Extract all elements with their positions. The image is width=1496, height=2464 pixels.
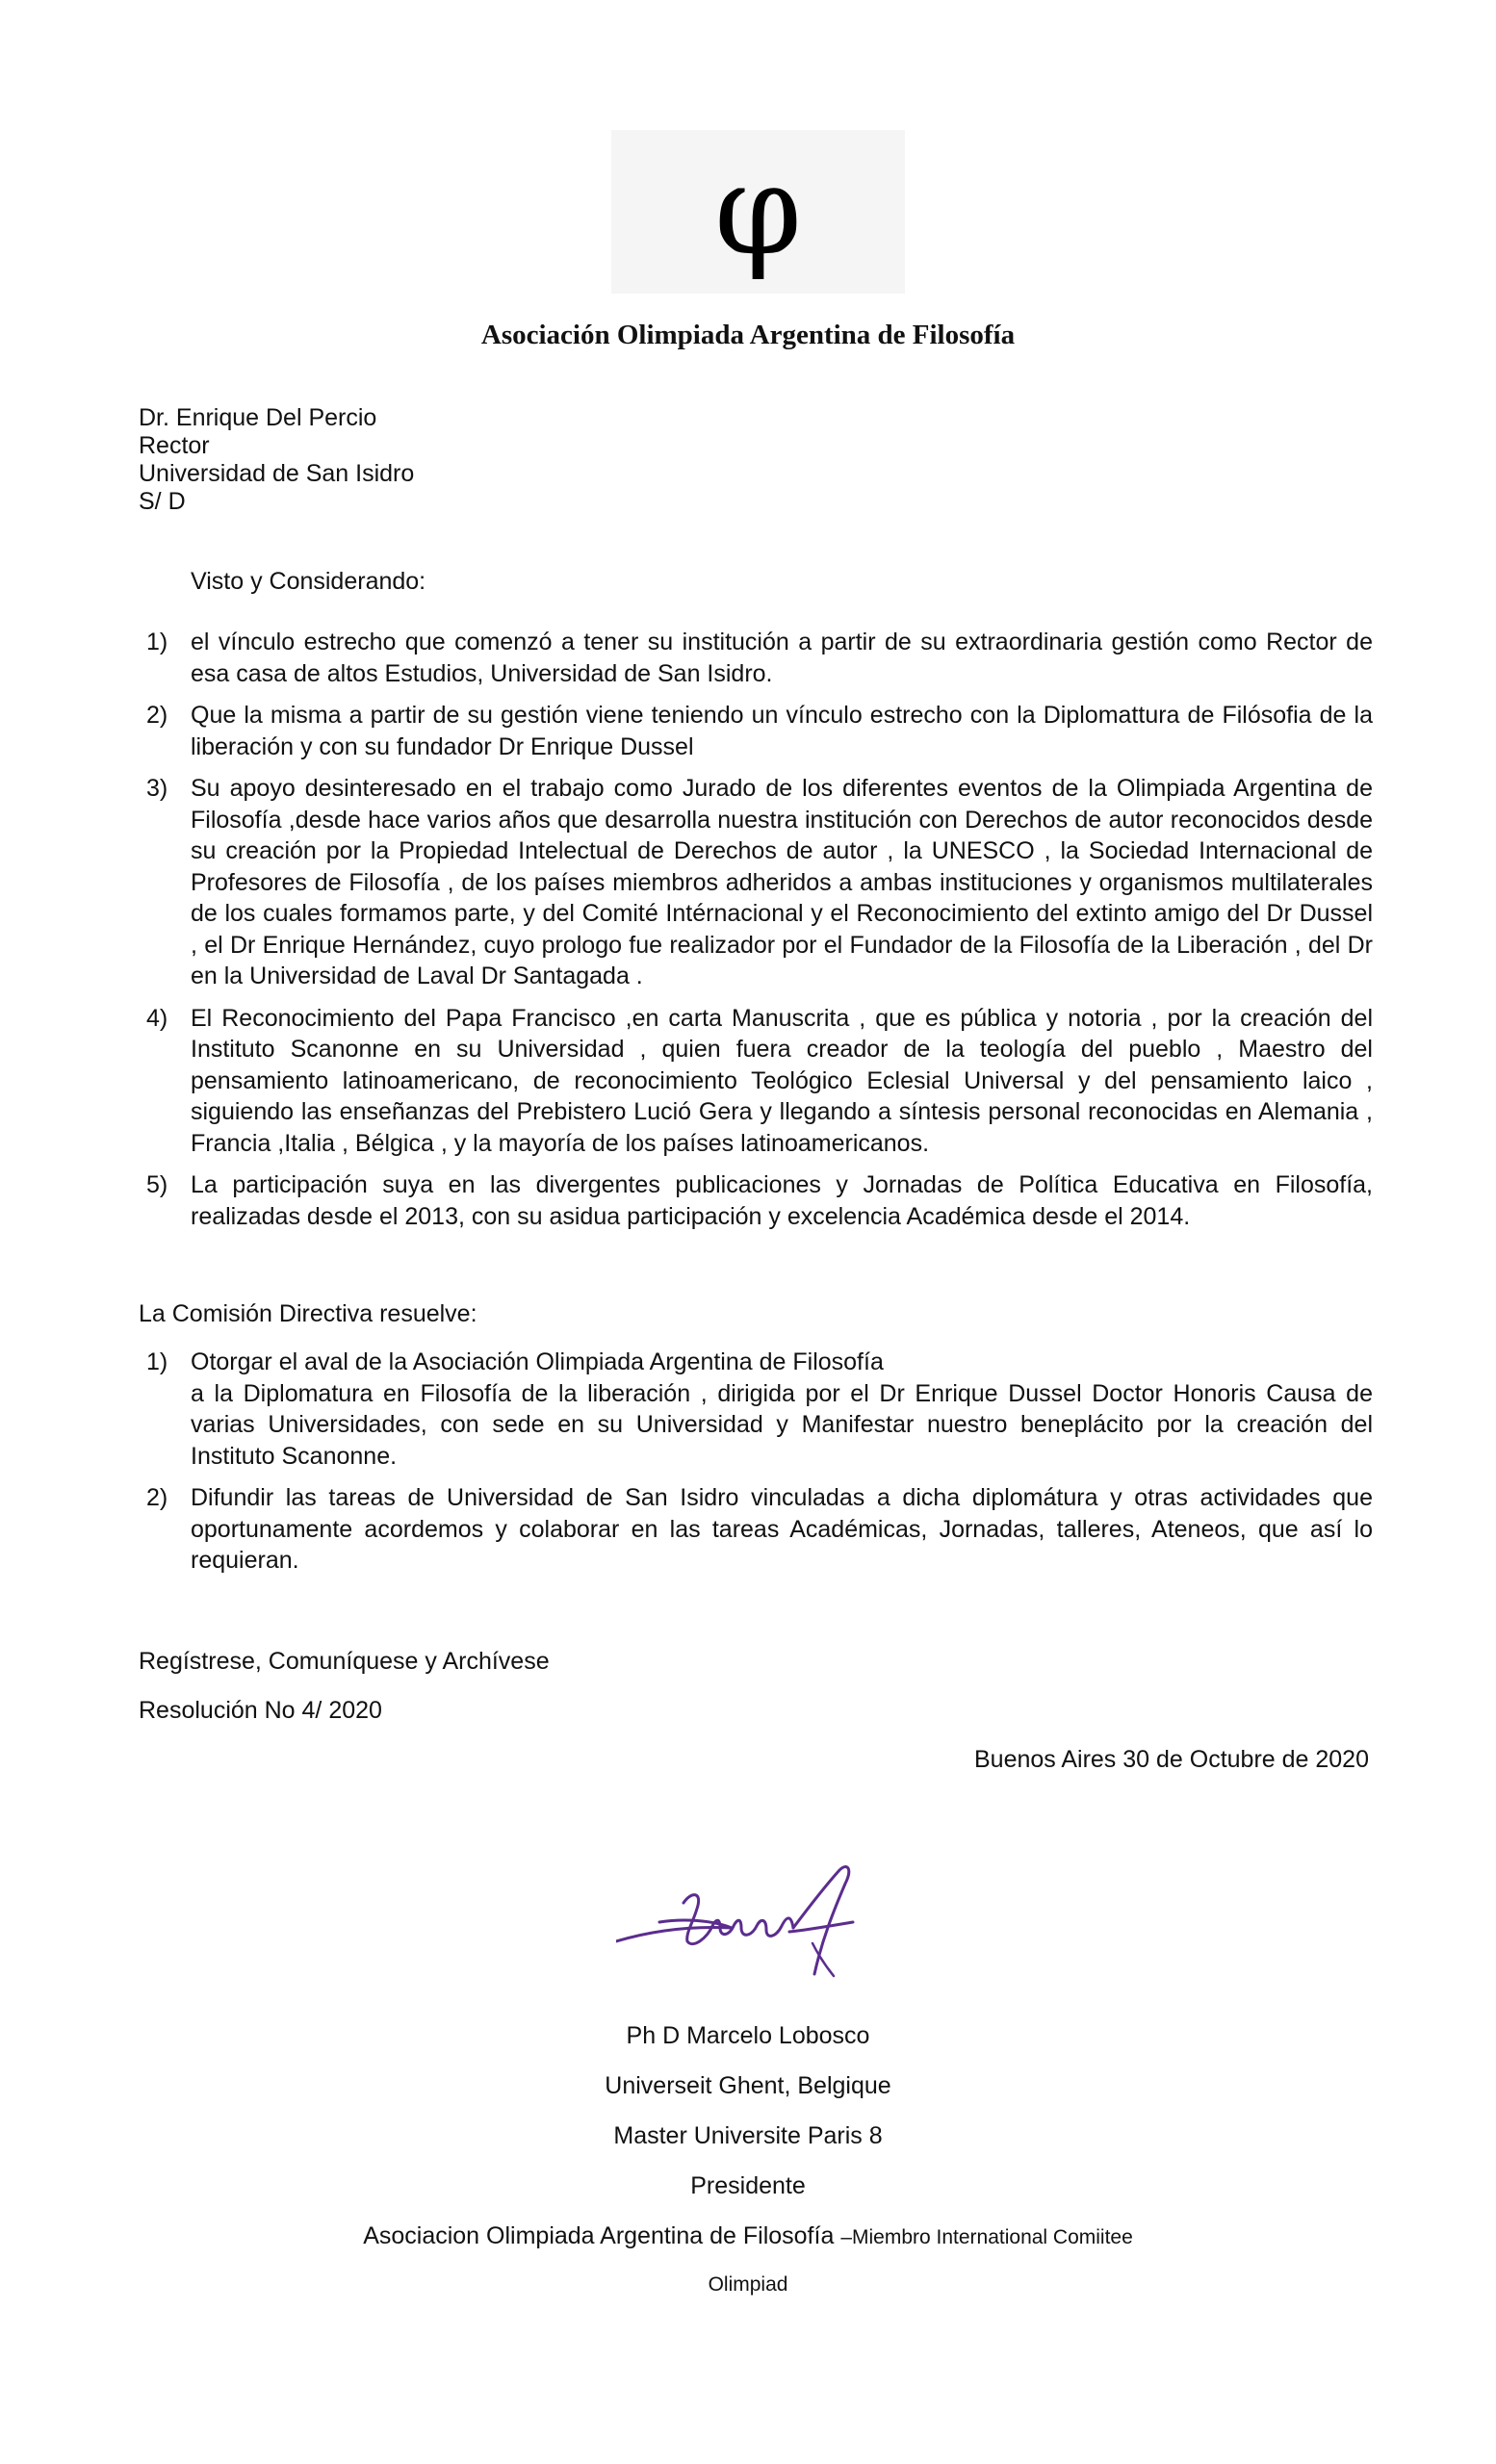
addressee-institution: Universidad de San Isidro bbox=[139, 460, 415, 487]
considerations-list bbox=[139, 627, 1373, 1243]
item-first-line: Otorgar el aval de la Asociación Olimpiada Argentina de Filosofía bbox=[191, 1348, 884, 1375]
item-number: 3) bbox=[146, 775, 168, 802]
item-text: El Reconocimiento del Papa Francisco ,en carta Manuscrita , que es pública y notoria , por la creación del Instituto Scanonne en su Universidad , quien fuera creador de la teología del pueblo , Maestro del pensamiento latinoamericano, de reconocimiento Teológico Eclesial Universal y del pensamiento laico , siguiendo las enseñanzas del Prebistero Lució Gera y llegando a síntesis personal reconocidas en Alemania , Francia ,Italia , Bélgica , y la mayoría de los países latinoamericanos. bbox=[191, 1004, 1373, 1157]
signatory-name: Ph D Marcelo Lobosco bbox=[626, 2022, 870, 2049]
phi-logo-icon: φ bbox=[713, 137, 803, 283]
item-number: 2) bbox=[146, 702, 168, 729]
item-number: 4) bbox=[146, 1004, 168, 1032]
closing-formula: Regístrese, Comuníquese y Archívese bbox=[139, 1648, 550, 1675]
consideration-item bbox=[139, 700, 1373, 762]
signatory-role: Presidente bbox=[690, 2172, 806, 2199]
consideration-item bbox=[139, 1169, 1373, 1232]
consideration-item bbox=[139, 773, 1373, 992]
handwritten-signature bbox=[616, 1862, 895, 1988]
item-text: Difundir las tareas de Universidad de San Isidro vinculadas a dicha diplomátura y otras actividades que oportunamente acordemos y colaborar en las tareas Académicas, Jornadas, talleres, Ateneos, que así lo requieran. bbox=[191, 1484, 1373, 1574]
place-date: Buenos Aires 30 de Octubre de 2020 bbox=[973, 1746, 1369, 1773]
resolutions-list bbox=[139, 1347, 1373, 1587]
item-text: el vínculo estrecho que comenzó a tener su institución a partir de su extraordinaria gestión como Rector de esa casa de altos Estudios, Universidad de San Isidro. bbox=[191, 629, 1373, 687]
addressee-block bbox=[139, 404, 414, 516]
item-number: 5) bbox=[146, 1171, 168, 1198]
signatory-organization-suffix-2: Olimpiad bbox=[708, 2273, 788, 2296]
organization-title: Asociación Olimpiada Argentina de Filosofía bbox=[480, 320, 1016, 350]
item-number: 1) bbox=[146, 629, 168, 655]
resolution-item bbox=[139, 1347, 1373, 1472]
resolution-item bbox=[139, 1482, 1373, 1577]
consideration-item bbox=[139, 1003, 1373, 1160]
signatory-organization-suffix: –Miembro International Comiitee bbox=[840, 2226, 1133, 2248]
item-number: 1) bbox=[146, 1348, 168, 1375]
preamble: Visto y Considerando: bbox=[191, 568, 426, 595]
item-text: a la Diplomatura en Filosofía de la liberación , dirigida por el Dr Enrique Dussel Doctor Honoris Causa de varias Universidades, con sede en su Universidad y Manifestar nuestro beneplácito por la creación del Instituto Scanonne. bbox=[191, 1379, 1373, 1470]
addressee-name: Dr. Enrique Del Percio bbox=[139, 404, 377, 431]
consideration-item bbox=[139, 627, 1373, 689]
addressee-salutation: S/ D bbox=[139, 488, 186, 515]
item-text: La participación suya en las divergentes publicaciones y Jornadas de Política Educativa en Filosofía, realizadas desde el 2013, con su asidua participación y excelencia Académica desde el 2014. bbox=[191, 1171, 1373, 1230]
addressee-position: Rector bbox=[139, 432, 210, 459]
resolution-header: La Comisión Directiva resuelve: bbox=[139, 1300, 477, 1327]
signatory-credential-2: Master Universite Paris 8 bbox=[613, 2122, 883, 2149]
signatory-credential-1: Universeit Ghent, Belgique bbox=[605, 2072, 891, 2099]
item-number: 2) bbox=[146, 1484, 168, 1511]
signatory-organization-line bbox=[0, 2222, 1496, 2250]
signatory-organization: Asociacion Olimpiada Argentina de Filosofía bbox=[363, 2222, 835, 2249]
item-text: Que la misma a partir de su gestión viene teniendo un vínculo estrecho con la Diplomattura de Filósofia de la liberación y con su fundador Dr Enrique Dussel bbox=[191, 702, 1373, 760]
item-text: Su apoyo desinteresado en el trabajo como Jurado de los diferentes eventos de la Olimpiada Argentina de Filosofía ,desde hace varios años que desarrolla nuestra institución con Derechos de autor reconocidos desde su creación por la Propiedad Intelectual de Derechos de autor , la UNESCO , la Sociedad Internacional de Profesores de Filosofía , de los países miembros adheridos a ambas instituciones y organismos multilaterales de los cuales formamos parte, y del Comité Intérnacional y el Reconocimiento del extinto amigo del Dr Dussel , el Dr Enrique Hernández, cuyo prologo fue realizador por el Fundador de la Filosofía de la Liberación , del Dr en la Universidad de Laval Dr Santagada . bbox=[191, 775, 1373, 989]
logo-box bbox=[611, 130, 905, 294]
resolution-number: Resolución No 4/ 2020 bbox=[139, 1697, 382, 1724]
